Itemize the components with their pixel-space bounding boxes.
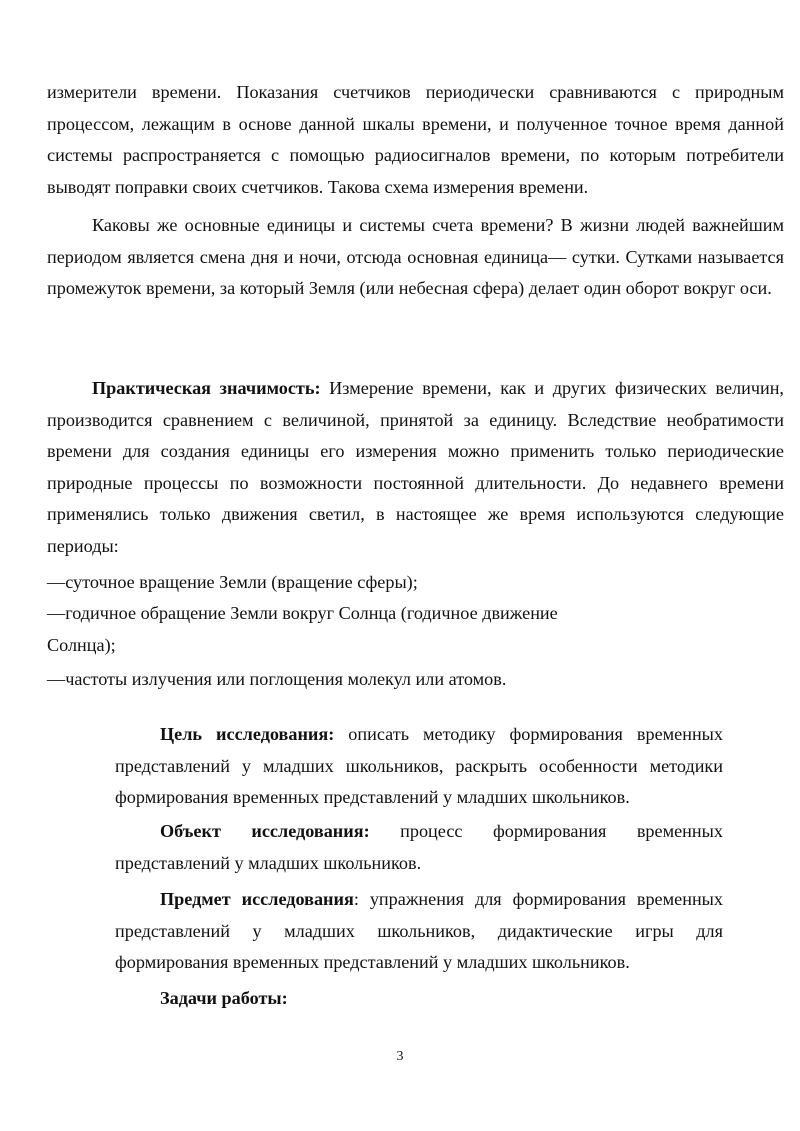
practical-significance-text: Измерение времени, как и других физических величин, производится сравнением с величиной, принятой за единицу. Вследствие необратимости времени для создания единицы его измерения можно применить только периодические природные процессы по возможности постоянной длительности. До недавнего времени применялись только движения светил, в настоящее же время используются следующие периоды: xyxy=(47,378,784,556)
research-object-first-line xyxy=(115,816,723,848)
practical-significance-label: Практическая значимость: xyxy=(92,378,321,398)
tasks-heading: Задачи работы: xyxy=(160,988,288,1008)
paragraph-research-goal xyxy=(115,719,723,814)
research-object-word5: временных xyxy=(636,821,723,841)
paragraph-practical-significance xyxy=(47,373,784,563)
list-item-annual-revolution-continuation: Солнца); xyxy=(47,635,116,655)
paragraph-research-subject xyxy=(115,884,723,979)
list-item-daily-rotation: —суточное вращение Земли (вращение сферы); xyxy=(47,572,418,592)
research-goal-text: описать методику формирования временных представлений у младших школьников, раскрыть особенности методики формирования временных представлений у младших школьников. xyxy=(115,724,723,808)
research-object-second-line: представлений у младших школьников. xyxy=(115,852,422,873)
paragraph-time-units: Каковы же основные единицы и системы счета времени? В жизни людей важнейшим периодом является смена дня и ночи, отсюда основная единица— сутки. Сутками называется промежуток времени, за который Земля (или небесная сфера) делает один оборот вокруг оси. xyxy=(47,215,784,299)
paragraph-research-object xyxy=(115,816,723,879)
research-subject-label: Предмет исследования xyxy=(160,889,354,909)
list-item-annual-revolution: —годичное обращение Земли вокруг Солнца (годичное движение xyxy=(47,603,558,623)
paragraph-measurement-scheme: измерители времени. Показания счетчиков периодически сравниваются с природным процессом, лежащим в основе данной шкалы времени, и полученное точное время данной системы распространяется с помощью радиосигналов времени, по которым потребители выводят поправки своих счетчиков. Такова схема измерения времени. xyxy=(47,82,784,197)
research-object-word4: формирования xyxy=(492,821,607,841)
page-number: 3 xyxy=(396,1049,404,1064)
list-item-radiation-frequencies: —частоты излучения или поглощения молекул или атомов. xyxy=(47,669,507,689)
research-goal-label: Цель исследования: xyxy=(160,724,335,744)
research-subject-text: : упражнения для формирования временных представлений у младших школьников, дидактические игры для формирования временных представлений у младших школьников. xyxy=(115,889,723,973)
research-object-word3: процесс xyxy=(400,821,463,841)
research-object-label-word1: Объект xyxy=(160,821,221,841)
research-object-label-word2: исследования: xyxy=(251,821,370,841)
